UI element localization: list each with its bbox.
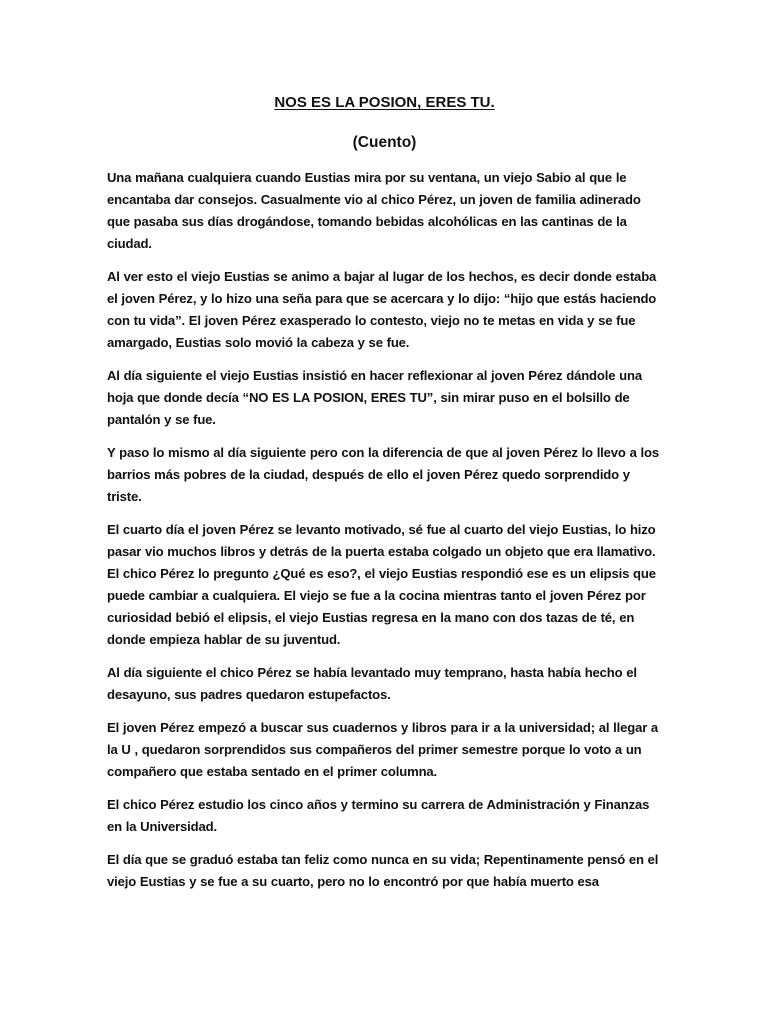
paragraph-8: El chico Pérez estudio los cinco años y termino su carrera de Administración y Finanzas en la Universidad.: [107, 797, 650, 834]
document-title: NOS ES LA POSION, ERES TU.: [274, 94, 495, 111]
story-body: [107, 167, 662, 893]
paragraph-3: Al día siguiente el viejo Eustias insistió en hacer reflexionar al joven Pérez dándole una hoja que donde decía “NO ES LA POSION, ERES TU”, sin mirar puso en el bolsillo de pantalón y se fue.: [107, 368, 642, 427]
paragraph-4: Y paso lo mismo al día siguiente pero con la diferencia de que al joven Pérez lo llevo a los barrios más pobres de la ciudad, después de ello el joven Pérez quedo sorprendido y triste.: [107, 445, 659, 504]
paragraph-5: El cuarto día el joven Pérez se levanto motivado, sé fue al cuarto del viejo Eustias, lo hizo pasar vio muchos libros y detrás de la puerta estaba colgado un objeto que era llamativo. El chico Pérez lo pregunto ¿Qué es eso?, el viejo Eustias respondió ese es un elipsis que puede cambiar a cualquiera. El viejo se fue a la cocina mientras tanto el joven Pérez por curiosidad bebió el elipsis, el viejo Eustias regresa en la mano con dos tazas de té, en donde empieza hablar de su juventud.: [107, 522, 656, 647]
document-subtitle: (Cuento): [352, 134, 417, 151]
paragraph-1: Una mañana cualquiera cuando Eustias mira por su ventana, un viejo Sabio al que le encantaba dar consejos. Casualmente vio al chico Pérez, un joven de familia adinerado que pasaba sus días drogándose, tomando bebidas alcohólicas en las cantinas de la ciudad.: [107, 170, 641, 251]
paragraph-7: El joven Pérez empezó a buscar sus cuadernos y libros para ir a la universidad; al llegar a la U , quedaron sorprendidos sus compañeros del primer semestre porque lo voto a un compañero que estaba sentado en el primer columna.: [107, 720, 659, 779]
paragraph-9: El día que se graduó estaba tan feliz como nunca en su vida; Repentinamente pensó en el viejo Eustias y se fue a su cuarto, pero no lo encontró por que había muerto esa: [107, 852, 659, 889]
paragraph-6: Al día siguiente el chico Pérez se había levantado muy temprano, hasta había hecho el desayuno, sus padres quedaron estupefactos.: [107, 665, 637, 702]
paragraph-2: Al ver esto el viejo Eustias se animo a bajar al lugar de los hechos, es decir donde estaba el joven Pérez, y lo hizo una seña para que se acercara y lo dijo: “hijo que estás haciendo con tu vida”. El joven Pérez exasperado lo contesto, viejo no te metas en vida y se fue amargado, Eustias solo movió la cabeza y se fue.: [107, 269, 657, 350]
